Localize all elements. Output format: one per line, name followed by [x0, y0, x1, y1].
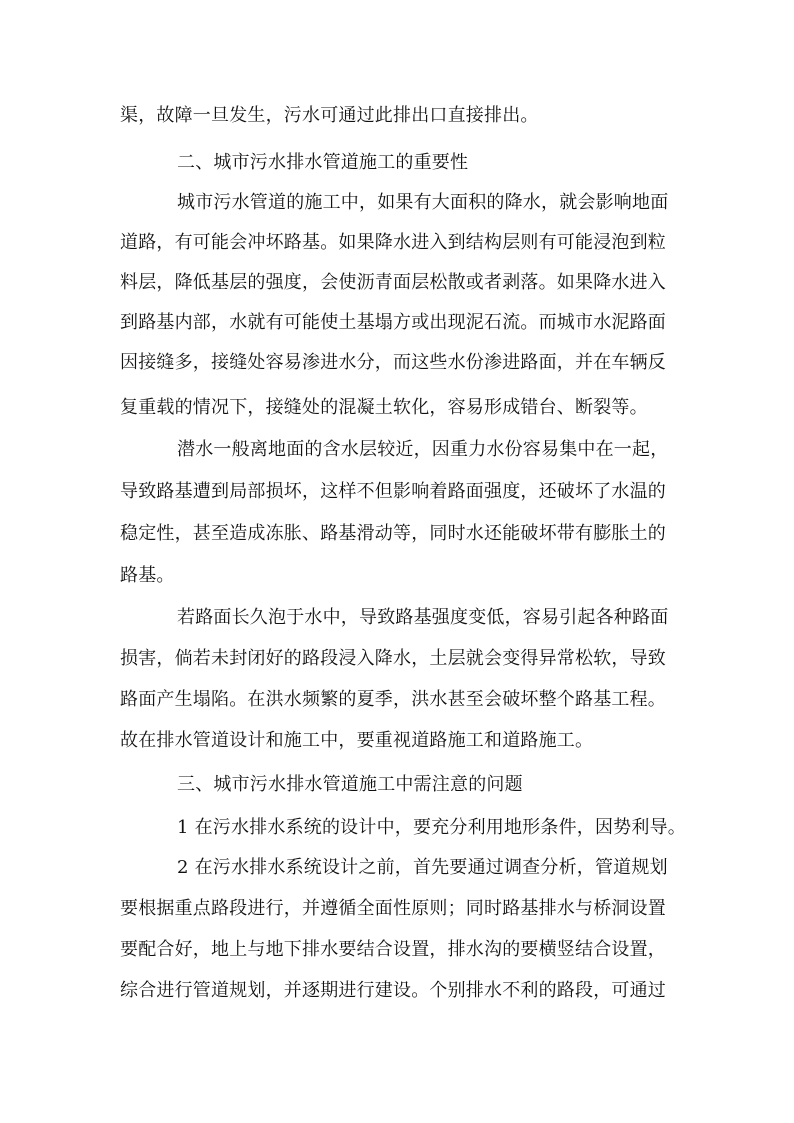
text-line: 因接缝多，接缝处容易渗进水分，而这些水份渗进路面，并在车辆反 [120, 352, 666, 373]
text-line: 要根据重点路段进行，并遵循全面性原则；同时路基排水与桥洞设置 [120, 898, 666, 919]
text-line: 路基。 [120, 565, 175, 586]
text-line: 综合进行管道规划，并逐期进行建设。个别排水不利的路段，可通过 [120, 980, 666, 1001]
text-line: 损害，倘若未封闭好的路段浸入降水，土层就会变得异常松软，导致 [120, 648, 666, 669]
section-heading: 二、城市污水排水管道施工的重要性 [177, 152, 469, 173]
text-line: 导致路基遭到局部损坏，这样不但影响着路面强度，还破坏了水温的 [120, 481, 666, 502]
section-heading: 三、城市污水排水管道施工中需注意的问题 [177, 774, 523, 795]
text-line: 道路，有可能会冲坏路基。如果降水进入到结构层则有可能浸泡到粒 [120, 232, 666, 253]
text-line: 复重载的情况下，接缝处的混凝土软化，容易形成错台、断裂等。 [120, 397, 648, 418]
text-line: 若路面长久泡于水中，导致路基强度变低，容易引起各种路面 [177, 607, 669, 628]
text-line: 城市污水管道的施工中，如果有大面积的降水，就会影响地面 [177, 192, 669, 213]
text-line: 故在排水管道设计和施工中，要重视道路施工和道路施工。 [120, 730, 594, 751]
text-line: 要配合好，地上与地下排水要结合设置，排水沟的要横竖结合设置， [120, 939, 666, 960]
text-line: 稳定性，甚至造成冻胀、路基滑动等，同时水还能破坏带有膨胀土的 [120, 523, 666, 544]
text-line: 料层，降低基层的强度，会使沥青面层松散或者剥落。如果降水进入 [120, 272, 666, 293]
text-line: 潜水一般离地面的含水层较近，因重力水份容易集中在一起， [177, 439, 669, 460]
text-line: 渠，故障一旦发生，污水可通过此排出口直接排出。 [120, 105, 539, 126]
list-item: 2 在污水排水系统设计之前，首先要通过调查分析，管道规划 [177, 857, 668, 878]
text-line: 到路基内部，水就有可能使土基塌方或出现泥石流。而城市水泥路面 [120, 312, 666, 333]
list-item: 1 在污水排水系统的设计中，要充分利用地形条件，因势利导。 [177, 817, 686, 838]
text-line: 路面产生塌陷。在洪水频繁的夏季，洪水甚至会破坏整个路基工程。 [120, 689, 666, 710]
